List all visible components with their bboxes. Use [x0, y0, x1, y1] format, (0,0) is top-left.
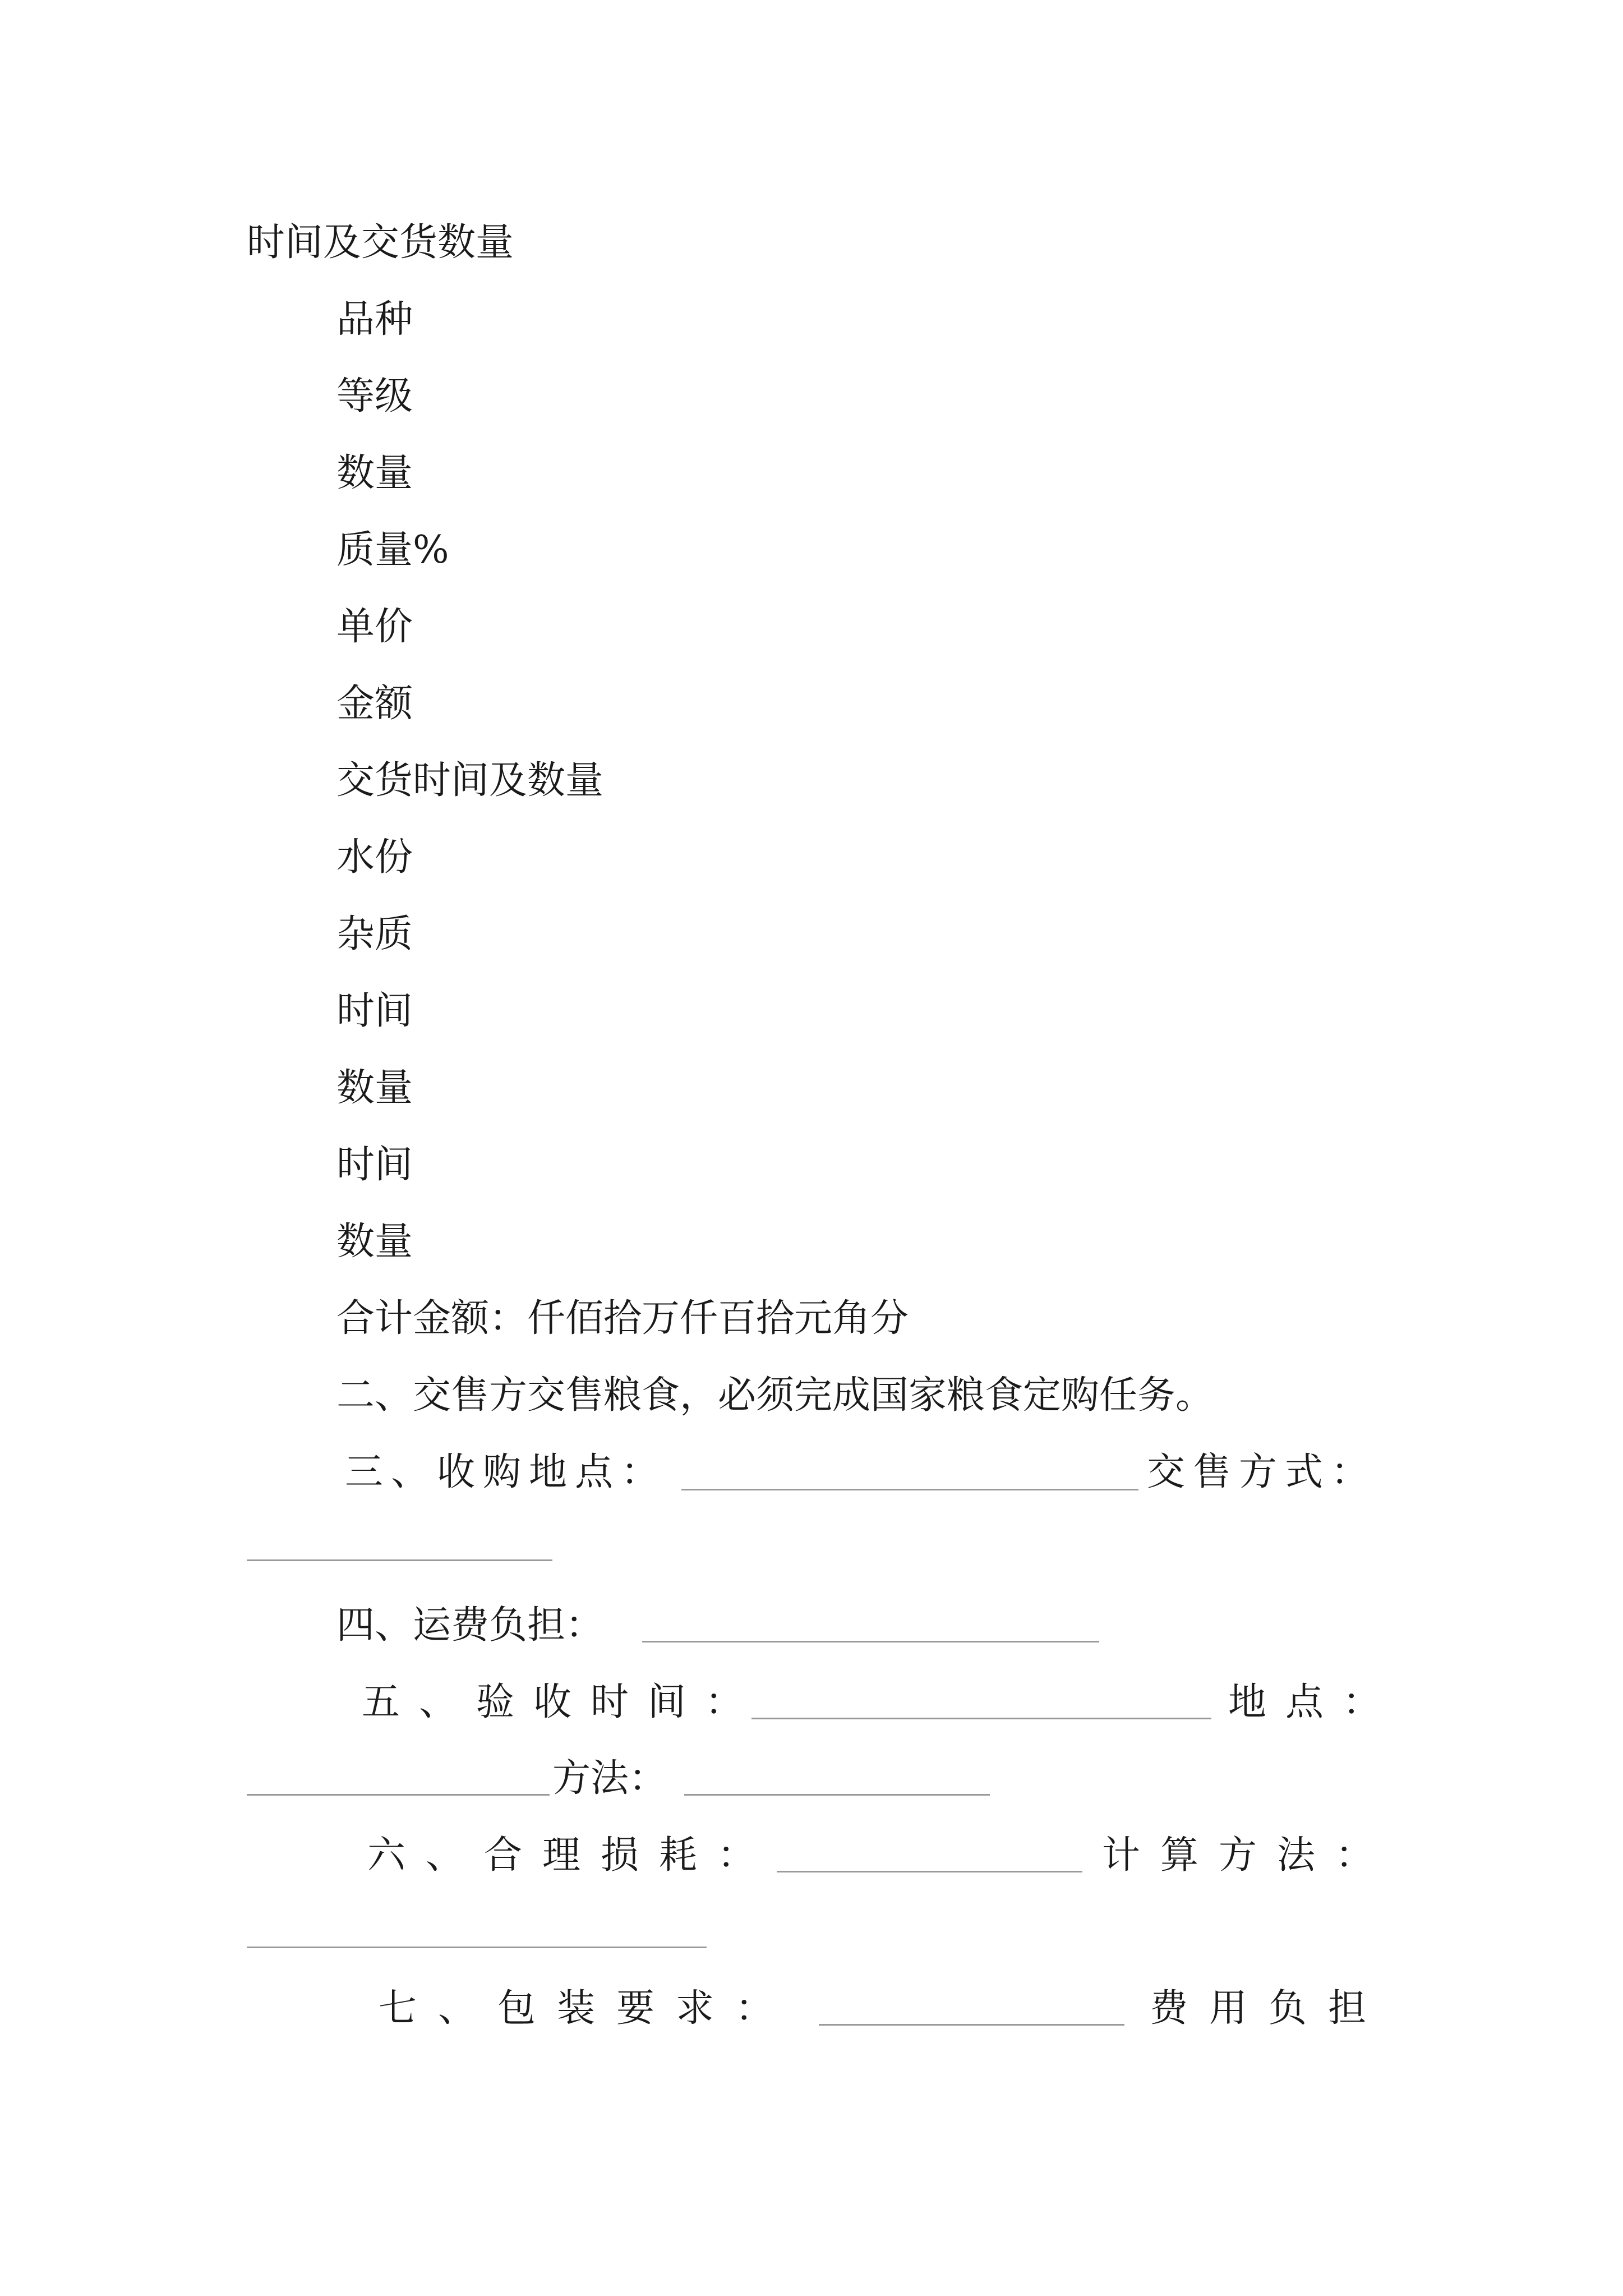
item-unit-price: 单价	[336, 605, 413, 649]
clause-3-location-blank	[681, 1489, 1138, 1490]
item-variety: 品种	[336, 297, 413, 342]
item-quantity-1: 数量	[336, 1066, 413, 1110]
item-quality: 质量%	[336, 528, 449, 572]
item-quantity: 数量	[336, 451, 413, 495]
clause-4-label: 四、运费负担：	[336, 1603, 604, 1648]
item-impurity: 杂质	[336, 912, 413, 956]
clause-7-label: 七、包装要求：	[379, 1986, 795, 2031]
total-amount-line: 合计金额：仟佰拾万仟百拾元角分	[336, 1296, 909, 1341]
item-grade: 等级	[336, 374, 413, 418]
heading-line: 时间及交货数量	[247, 220, 514, 265]
item-quantity-2: 数量	[336, 1220, 413, 1264]
clause-6-label: 六、合理损耗：	[367, 1833, 776, 1878]
clause-7-packaging-blank	[819, 2024, 1124, 2026]
clause-5-label: 五、验收时间：	[362, 1680, 763, 1724]
clause-6-calc-blank	[247, 1947, 707, 1948]
clause-7-label2: 费用负担	[1150, 1986, 1388, 2031]
item-amount: 金额	[336, 682, 413, 726]
clause-3-label: 三、收购地点：	[345, 1450, 667, 1494]
clause-6-label2: 计算方法：	[1102, 1833, 1394, 1878]
clause-2: 二、交售方交售粮食，必须完成国家粮食定购任务。	[336, 1373, 1214, 1418]
item-time-1: 时间	[336, 989, 413, 1033]
clause-5-method-blank	[684, 1794, 990, 1796]
clause-5-label3: 方法：	[552, 1756, 667, 1801]
clause-3-method-blank	[247, 1559, 552, 1561]
item-time-2: 时间	[336, 1143, 413, 1187]
clause-4-freight-blank	[642, 1641, 1099, 1642]
clause-5-label2: 地点：	[1228, 1680, 1400, 1724]
clause-5-time-blank	[751, 1718, 1211, 1719]
clause-3-label2: 交售方式：	[1147, 1450, 1377, 1494]
item-delivery-time: 交货时间及数量	[336, 758, 604, 803]
clause-6-loss-blank	[777, 1871, 1082, 1872]
clause-5-place-blank	[247, 1794, 550, 1796]
item-moisture: 水份	[336, 835, 413, 880]
